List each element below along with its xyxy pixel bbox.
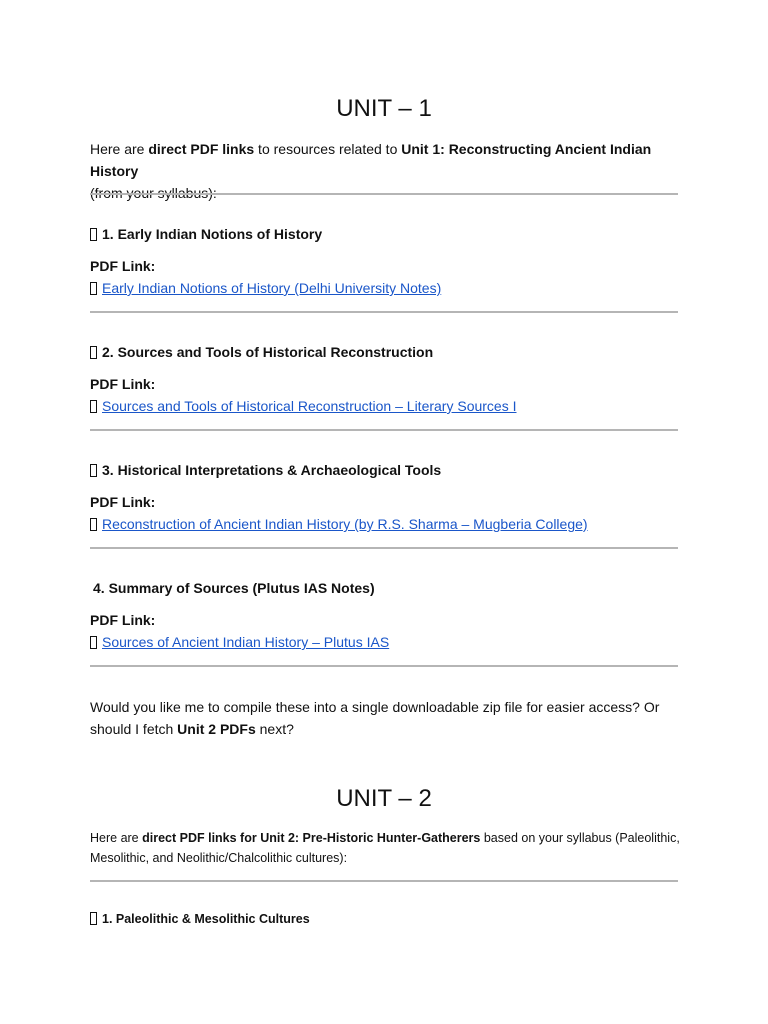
pdf-link-line xyxy=(90,280,441,296)
pdf-link[interactable]: Sources and Tools of Historical Reconstruction – Literary Sources I xyxy=(102,398,517,414)
question-text: next? xyxy=(255,721,294,737)
pdf-link[interactable]: Sources of Ancient Indian History – Plutus IAS xyxy=(102,634,390,650)
intro-text: Here are xyxy=(90,141,149,157)
section-heading xyxy=(93,580,375,596)
section-heading-text: 4. Summary of Sources (Plutus IAS Notes) xyxy=(93,580,375,596)
section-heading-text: 2. Sources and Tools of Historical Reconstruction xyxy=(102,344,434,360)
divider xyxy=(90,547,678,549)
intro-text: Here are xyxy=(90,831,143,845)
pdf-link-label: PDF Link: xyxy=(90,376,156,392)
section-heading-text: 3. Historical Interpretations & Archaeological Tools xyxy=(102,462,442,478)
missing-glyph-icon xyxy=(90,518,97,531)
pdf-link-label: PDF Link: xyxy=(90,494,156,510)
missing-glyph-icon xyxy=(90,282,97,295)
pdf-link-line xyxy=(90,634,389,650)
pdf-link-line xyxy=(90,398,517,414)
missing-glyph-icon xyxy=(90,912,97,925)
intro-bold-text: direct PDF links for Unit 2: Pre-Historic Hunter-Gatherers xyxy=(142,831,481,845)
section-heading-text: 1. Early Indian Notions of History xyxy=(102,226,323,242)
unit-2-title: UNIT – 2 xyxy=(336,785,432,812)
missing-glyph-icon xyxy=(90,464,97,477)
missing-glyph-icon xyxy=(90,400,97,413)
missing-glyph-icon xyxy=(90,228,97,241)
missing-glyph-icon xyxy=(90,346,97,359)
intro-text: to resources related to xyxy=(254,141,402,157)
missing-glyph-icon xyxy=(90,636,97,649)
pdf-link[interactable]: Reconstruction of Ancient Indian History (by R.S. Sharma – Mugberia College) xyxy=(102,516,588,532)
intro-text: based on your syllabus (Paleolithic, Mesolithic, and Neolithic/Chalcolithic cultures): xyxy=(90,831,680,865)
intro-bold-text: direct PDF links xyxy=(148,141,255,157)
divider xyxy=(90,311,678,313)
question-bold-text: Unit 2 PDFs xyxy=(177,721,256,737)
divider xyxy=(90,193,678,195)
question-text: Would you like me to compile these into a single downloadable zip file for easier access? Or should I fetch xyxy=(90,699,660,737)
section-heading xyxy=(90,344,433,360)
pdf-link-label: PDF Link: xyxy=(90,612,156,628)
unit-2-intro xyxy=(90,828,680,868)
divider xyxy=(90,880,678,882)
intro-text: (from your syllabus): xyxy=(90,185,217,201)
unit-1-title: UNIT – 1 xyxy=(336,95,432,122)
follow-up-question xyxy=(90,696,680,740)
divider xyxy=(90,665,678,667)
pdf-link[interactable]: Early Indian Notions of History (Delhi University Notes) xyxy=(102,280,442,296)
section-heading xyxy=(90,462,441,478)
divider xyxy=(90,429,678,431)
section-heading xyxy=(90,912,310,926)
section-heading xyxy=(90,226,322,242)
section-heading-text: 1. Paleolithic & Mesolithic Cultures xyxy=(102,912,310,926)
pdf-link-label: PDF Link: xyxy=(90,258,156,274)
pdf-link-line xyxy=(90,516,588,532)
intro-bold-text: Unit 1: Reconstructing Ancient Indian History xyxy=(90,141,652,179)
